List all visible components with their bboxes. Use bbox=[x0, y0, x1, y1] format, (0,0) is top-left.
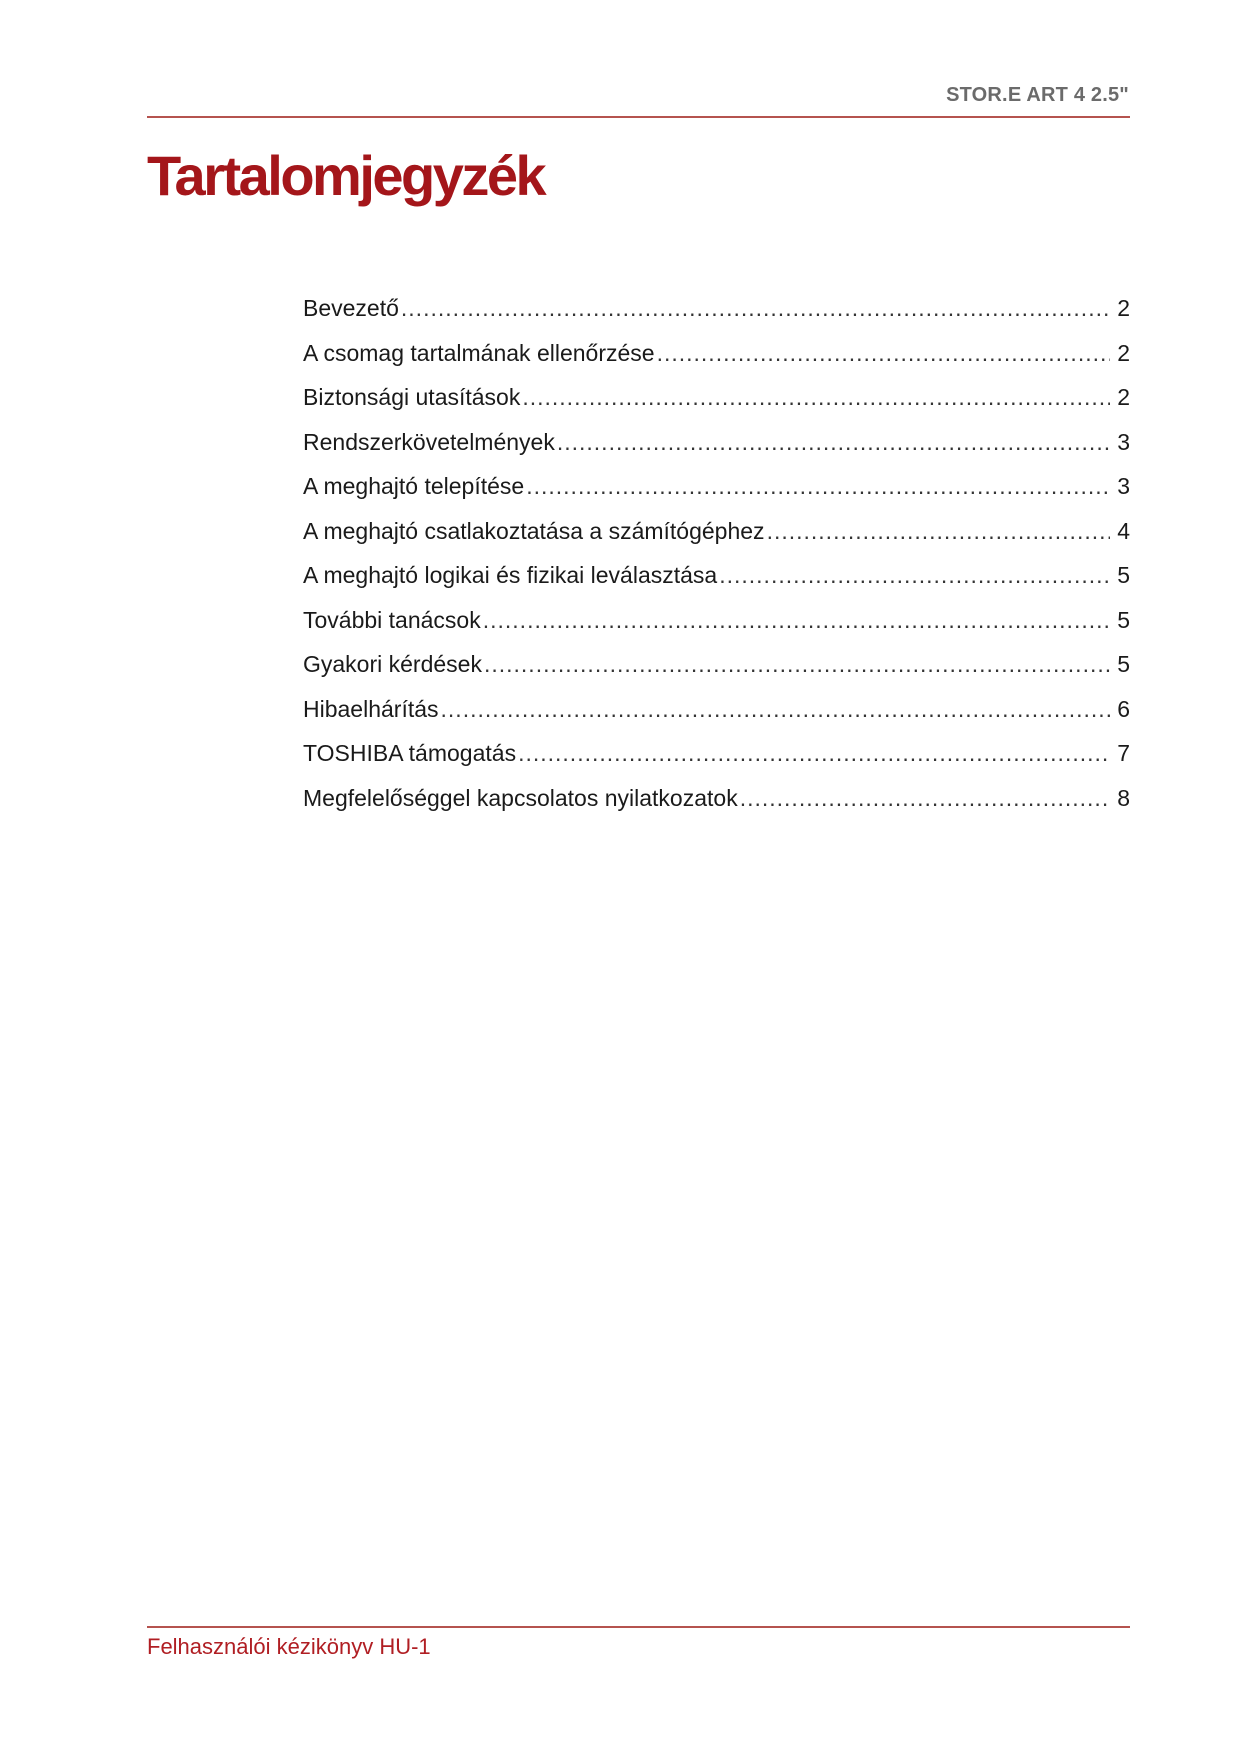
toc-entry[interactable] bbox=[303, 473, 1130, 518]
toc-entry-label: A csomag tartalmának ellenőrzése bbox=[303, 339, 655, 366]
toc-entry-label: További tanácsok bbox=[303, 606, 481, 633]
toc-entry-label: Megfelelőséggel kapcsolatos nyilatkozatok bbox=[303, 784, 738, 811]
toc-leader-dots bbox=[719, 562, 1110, 589]
toc-entry[interactable] bbox=[303, 384, 1130, 429]
toc-leader-dots bbox=[526, 473, 1110, 500]
toc-leader-dots bbox=[483, 607, 1110, 634]
toc-entry-label: Hibaelhárítás bbox=[303, 695, 439, 722]
toc-entry-label: Gyakori kérdések bbox=[303, 651, 482, 677]
toc-entry-page: 7 bbox=[1117, 740, 1130, 766]
toc-entry-page: 5 bbox=[1117, 606, 1130, 633]
toc-leader-dots bbox=[401, 295, 1110, 322]
toc-entry-label: A meghajtó csatlakoztatása a számítógéphez bbox=[303, 517, 765, 544]
toc-entry-label: A meghajtó logikai és fizikai leválasztása bbox=[303, 562, 718, 588]
toc-entry[interactable] bbox=[303, 340, 1130, 385]
toc-entry[interactable] bbox=[303, 562, 1130, 607]
toc-leader-dots bbox=[441, 696, 1110, 723]
toc-entry-page: 5 bbox=[1117, 562, 1130, 588]
toc-entry[interactable] bbox=[303, 295, 1130, 340]
toc-entry-page: 2 bbox=[1117, 339, 1130, 366]
toc-leader-dots bbox=[518, 740, 1110, 767]
toc-entry-page: 6 bbox=[1117, 695, 1130, 722]
toc-leader-dots bbox=[657, 340, 1110, 367]
toc-leader-dots bbox=[557, 429, 1110, 456]
footer-page-label: Felhasználói kézikönyv HU-1 bbox=[147, 1634, 431, 1659]
toc-entry-page: 3 bbox=[1117, 473, 1130, 499]
toc-entry-page: 2 bbox=[1117, 295, 1130, 321]
toc-entry-page: 8 bbox=[1117, 784, 1130, 811]
toc-leader-dots bbox=[522, 384, 1110, 411]
table-of-contents bbox=[303, 295, 1130, 829]
toc-entry[interactable] bbox=[303, 785, 1130, 830]
header-product-name: STOR.E ART 4 2.5" bbox=[946, 84, 1129, 106]
header-divider bbox=[147, 116, 1130, 118]
page-title: Tartalomjegyzék bbox=[147, 144, 545, 207]
toc-leader-dots bbox=[740, 785, 1110, 812]
toc-entry-label: Bevezető bbox=[303, 295, 399, 321]
toc-entry-label: TOSHIBA támogatás bbox=[303, 740, 517, 766]
toc-entry[interactable] bbox=[303, 429, 1130, 474]
toc-entry-page: 2 bbox=[1117, 384, 1130, 410]
toc-entry[interactable] bbox=[303, 696, 1130, 741]
toc-entry-label: Rendszerkövetelmények bbox=[303, 428, 555, 455]
toc-entry[interactable] bbox=[303, 607, 1130, 652]
toc-entry[interactable] bbox=[303, 518, 1130, 563]
toc-entry-label: A meghajtó telepítése bbox=[303, 473, 525, 499]
toc-entry[interactable] bbox=[303, 651, 1130, 696]
toc-entry-page: 4 bbox=[1117, 517, 1130, 544]
toc-entry-page: 3 bbox=[1117, 428, 1130, 455]
toc-leader-dots bbox=[767, 518, 1110, 545]
toc-entry[interactable] bbox=[303, 740, 1130, 785]
toc-leader-dots bbox=[484, 651, 1110, 678]
footer-divider bbox=[147, 1626, 1130, 1628]
toc-entry-page: 5 bbox=[1117, 651, 1130, 677]
toc-entry-label: Biztonsági utasítások bbox=[303, 384, 521, 410]
